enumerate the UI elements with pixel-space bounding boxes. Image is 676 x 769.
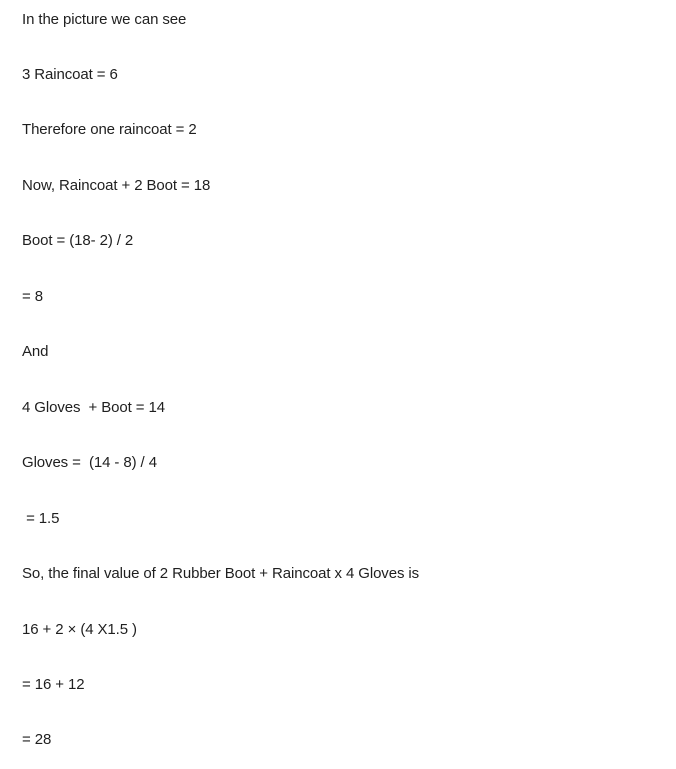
text-line-and: And xyxy=(22,343,49,360)
text-line-intro: In the picture we can see xyxy=(22,11,187,28)
text-line-gloves-equation: 4 Gloves + Boot = 14 xyxy=(22,399,165,416)
text-line-boot-calc: Boot = (18- 2) / 2 xyxy=(22,232,134,249)
text-line-final-result: = 28 xyxy=(22,731,52,748)
text-line-boot-value: = 8 xyxy=(22,288,43,305)
text-line-raincoat-total: 3 Raincoat = 6 xyxy=(22,66,118,83)
text-line-boot-equation: Now, Raincoat + 2 Boot = 18 xyxy=(22,177,211,194)
text-line-raincoat-single: Therefore one raincoat = 2 xyxy=(22,121,197,138)
text-line-final-statement: So, the final value of 2 Rubber Boot + Raincoat x 4 Gloves is xyxy=(22,565,420,582)
text-line-final-sum: = 16 + 12 xyxy=(22,676,85,693)
text-line-gloves-calc: Gloves = (14 - 8) / 4 xyxy=(22,454,157,471)
text-line-gloves-value: = 1.5 xyxy=(22,510,60,527)
text-line-final-expression: 16 + 2 × (4 X1.5 ) xyxy=(22,621,137,638)
